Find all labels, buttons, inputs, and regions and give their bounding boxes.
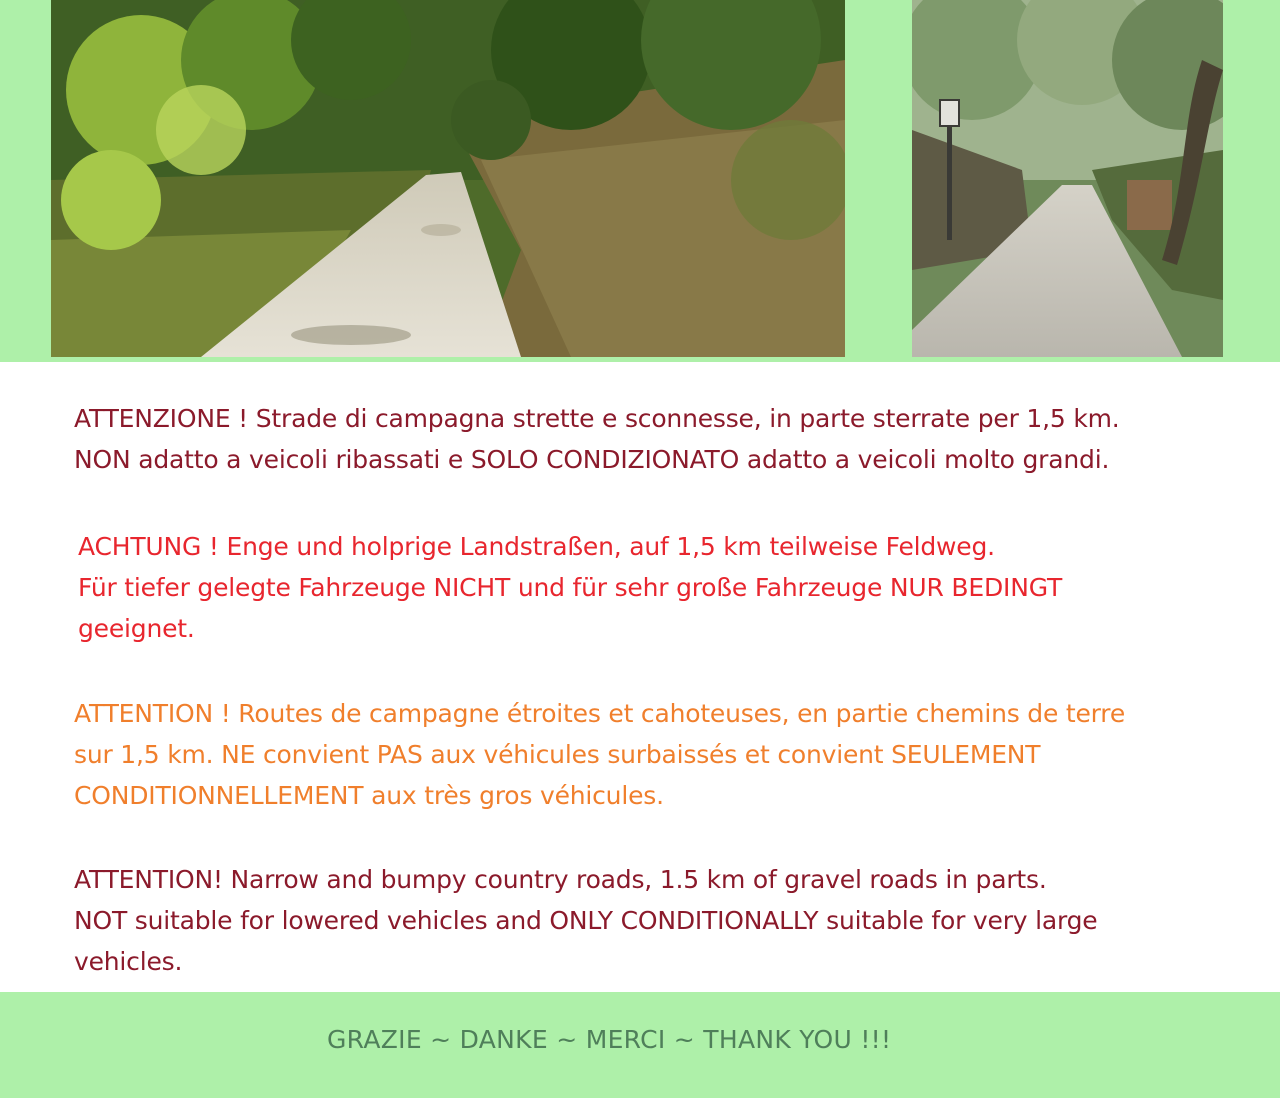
notice-french: ATTENTION ! Routes de campagne étroites et cahoteuses, en partie chemins de terre sur 1,5 km. NE convient PAS aux véhicules surbaissés et convient SEULEMENT CONDITIONNELLEMENT aux très gros véhicules. <box>74 699 1126 810</box>
olive-lane-photo-right <box>912 0 1223 357</box>
country-road-photo-left <box>51 0 845 357</box>
olive-lane-illustration-right <box>912 0 1223 357</box>
thank-you-message: GRAZIE ~ DANKE ~ MERCI ~ THANK YOU !!! <box>327 1025 892 1054</box>
notice-german: ACHTUNG ! Enge und holprige Landstraßen, auf 1,5 km teilweise Feldweg. Für tiefer gelegte Fahrzeuge NICHT und für sehr große Fahrzeuge NUR BEDINGT geeignet. <box>78 532 1063 643</box>
notice-english: ATTENTION! Narrow and bumpy country roads, 1.5 km of gravel roads in parts. NOT suitable for lowered vehicles and ONLY CONDITIONALLY suitable for very large vehicles. <box>74 865 1098 976</box>
notice-italian: ATTENZIONE ! Strade di campagna strette e sconnesse, in parte sterrate per 1,5 km. NON adatto a veicoli ribassati e SOLO CONDIZIONATO adatto a veicoli molto grandi. <box>74 404 1120 474</box>
country-road-illustration-left <box>51 0 845 357</box>
